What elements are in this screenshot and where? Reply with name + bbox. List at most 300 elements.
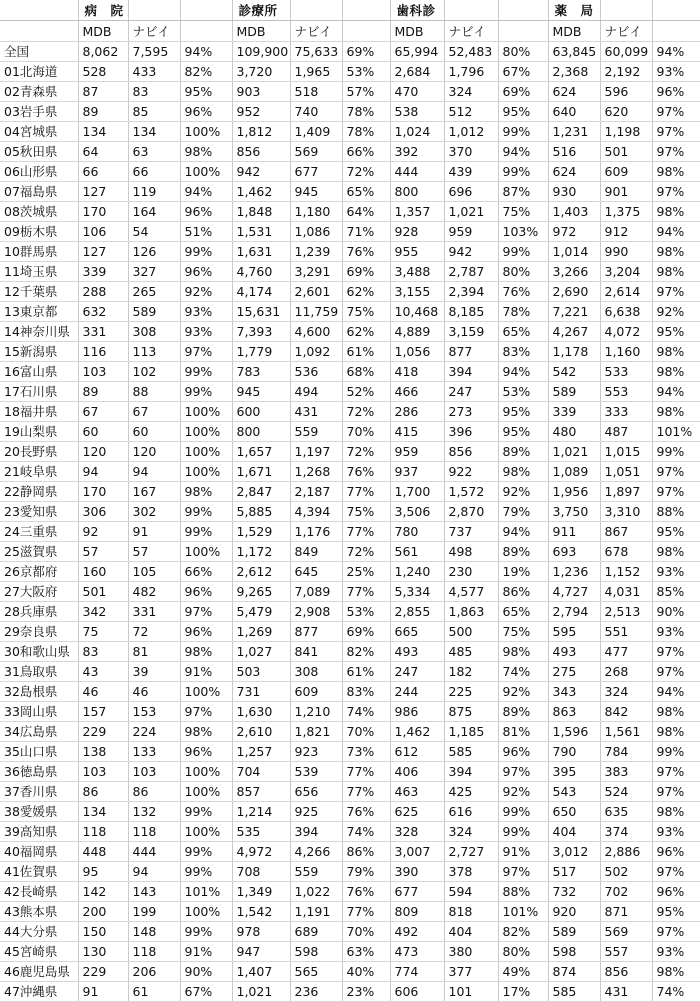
region-name-cell: 07福島県 [0,182,78,202]
hospital-mdb-cell: 120 [78,442,128,462]
region-name-cell: 14神奈川県 [0,322,78,342]
dental-mdb-cell: 1,056 [390,342,444,362]
clinic-navii-cell: 1,022 [290,882,342,902]
pharmacy-mdb-cell: 624 [548,82,600,102]
pharmacy-mdb-cell: 650 [548,802,600,822]
dental-mdb-cell: 677 [390,882,444,902]
dental-ratio-cell: 49% [498,962,548,982]
clinic-navii-cell: 559 [290,862,342,882]
hospital-ratio-cell: 67% [180,982,232,1002]
region-name-cell: 46鹿児島県 [0,962,78,982]
clinic-ratio-cell: 73% [342,742,390,762]
clinic-navii-cell: 431 [290,402,342,422]
hospital-ratio-cell: 98% [180,482,232,502]
hospital-ratio-cell: 99% [180,382,232,402]
dental-ratio-cell: 19% [498,562,548,582]
dental-mdb-cell: 986 [390,702,444,722]
dental-ratio-cell: 97% [498,762,548,782]
dental-navii-cell: 2,394 [444,282,498,302]
pharmacy-ratio-cell: 97% [652,462,700,482]
clinic-ratio-cell: 77% [342,522,390,542]
pharmacy-mdb-cell: 2,794 [548,602,600,622]
dental-mdb-cell: 286 [390,402,444,422]
pharmacy-ratio-cell: 97% [652,282,700,302]
hospital-ratio-cell: 96% [180,742,232,762]
pharmacy-ratio-cell: 93% [652,622,700,642]
hospital-ratio-cell: 100% [180,822,232,842]
dental-mdb-cell: 625 [390,802,444,822]
dental-ratio-cell: 76% [498,282,548,302]
pharmacy-mdb-cell: 1,596 [548,722,600,742]
pharmacy-ratio-cell: 98% [652,262,700,282]
hospital-navii-cell: 164 [128,202,180,222]
pharmacy-ratio-cell: 99% [652,742,700,762]
region-name-cell: 37香川県 [0,782,78,802]
hospital-mdb-cell: 342 [78,602,128,622]
hospital-mdb-cell: 106 [78,222,128,242]
region-name-cell: 35山口県 [0,742,78,762]
clinic-mdb-cell: 7,393 [232,322,290,342]
clinic-navii-cell: 740 [290,102,342,122]
pharmacy-navii-cell: 2,614 [600,282,652,302]
dental-navii-cell: 500 [444,622,498,642]
clinic-ratio-cell: 64% [342,202,390,222]
hospital-mdb-cell: 118 [78,822,128,842]
table-row [0,462,700,482]
dental-navii-cell: 1,021 [444,202,498,222]
hospital-ratio-cell: 100% [180,122,232,142]
pharmacy-ratio-cell: 96% [652,82,700,102]
clinic-navii-cell: 1,191 [290,902,342,922]
clinic-mdb-cell: 856 [232,142,290,162]
clinic-ratio-cell: 76% [342,462,390,482]
hospital-ratio-cell: 96% [180,102,232,122]
pharmacy-mdb-cell: 543 [548,782,600,802]
hospital-navii-cell: 61 [128,982,180,1002]
pharmacy-ratio-cell: 88% [652,502,700,522]
dental-mdb-cell: 1,240 [390,562,444,582]
table-row [0,482,700,502]
clinic-mdb-cell: 1,214 [232,802,290,822]
hospital-navii-cell: 132 [128,802,180,822]
table-row [0,702,700,722]
dental-navii-cell: 875 [444,702,498,722]
pharmacy-ratio-cell: 96% [652,882,700,902]
pharmacy-navii-cell: 1,897 [600,482,652,502]
pharmacy-navii-cell: 324 [600,682,652,702]
pharmacy-mdb-cell: 624 [548,162,600,182]
region-name-cell: 12千葉県 [0,282,78,302]
pharmacy-ratio-cell: 94% [652,682,700,702]
dental-navii-cell: 2,870 [444,502,498,522]
region-name-cell: 11埼玉県 [0,262,78,282]
clinic-navii-cell: 609 [290,682,342,702]
dental-navii-cell: 425 [444,782,498,802]
clinic-ratio-cell: 70% [342,722,390,742]
subheader-mdb: MDB [232,21,290,42]
hospital-mdb-cell: 89 [78,102,128,122]
pharmacy-ratio-cell: 97% [652,662,700,682]
table-row [0,242,700,262]
clinic-navii-cell: 539 [290,762,342,782]
dental-ratio-cell: 96% [498,742,548,762]
hospital-mdb-cell: 67 [78,402,128,422]
clinic-navii-cell: 518 [290,82,342,102]
dental-navii-cell: 52,483 [444,42,498,62]
dental-mdb-cell: 2,684 [390,62,444,82]
dental-mdb-cell: 466 [390,382,444,402]
pharmacy-mdb-cell: 3,750 [548,502,600,522]
pharmacy-navii-cell: 1,015 [600,442,652,462]
hospital-mdb-cell: 306 [78,502,128,522]
region-name-cell: 16富山県 [0,362,78,382]
hospital-navii-cell: 81 [128,642,180,662]
region-name-cell: 40福岡県 [0,842,78,862]
pharmacy-navii-cell: 477 [600,642,652,662]
dental-navii-cell: 818 [444,902,498,922]
hospital-navii-cell: 308 [128,322,180,342]
hospital-mdb-cell: 116 [78,342,128,362]
clinic-mdb-cell: 4,760 [232,262,290,282]
hospital-mdb-cell: 103 [78,762,128,782]
clinic-ratio-cell: 40% [342,962,390,982]
region-name-cell: 全国 [0,42,78,62]
region-name-cell: 33岡山県 [0,702,78,722]
dental-navii-cell: 273 [444,402,498,422]
dental-mdb-cell: 612 [390,742,444,762]
clinic-navii-cell: 4,266 [290,842,342,862]
pharmacy-navii-cell: 990 [600,242,652,262]
hospital-navii-cell: 7,595 [128,42,180,62]
clinic-navii-cell: 394 [290,822,342,842]
dental-navii-cell: 696 [444,182,498,202]
dental-ratio-cell: 95% [498,102,548,122]
pharmacy-navii-cell: 60,099 [600,42,652,62]
dental-ratio-cell: 80% [498,42,548,62]
pharmacy-mdb-cell: 930 [548,182,600,202]
pharmacy-navii-cell: 383 [600,762,652,782]
pharmacy-mdb-cell: 1,021 [548,442,600,462]
clinic-navii-cell: 1,176 [290,522,342,542]
hospital-mdb-cell: 150 [78,922,128,942]
hospital-navii-cell: 148 [128,922,180,942]
pharmacy-ratio-cell: 96% [652,842,700,862]
region-name-cell: 30和歌山県 [0,642,78,662]
table-row [0,382,700,402]
hospital-mdb-cell: 632 [78,302,128,322]
clinic-mdb-cell: 1,812 [232,122,290,142]
table-row [0,822,700,842]
dental-ratio-cell: 65% [498,322,548,342]
clinic-mdb-cell: 1,631 [232,242,290,262]
pharmacy-mdb-cell: 732 [548,882,600,902]
clinic-ratio-cell: 66% [342,142,390,162]
table-row [0,502,700,522]
clinic-ratio-cell: 62% [342,282,390,302]
table-row [0,162,700,182]
dental-mdb-cell: 4,889 [390,322,444,342]
hospital-ratio-cell: 100% [180,422,232,442]
clinic-ratio-cell: 83% [342,682,390,702]
pharmacy-mdb-cell: 395 [548,762,600,782]
hospital-mdb-cell: 142 [78,882,128,902]
pharmacy-mdb-cell: 63,845 [548,42,600,62]
pharmacy-navii-cell: 635 [600,802,652,822]
dental-ratio-cell: 67% [498,62,548,82]
dental-navii-cell: 439 [444,162,498,182]
dental-ratio-cell: 80% [498,942,548,962]
region-name-cell: 03岩手県 [0,102,78,122]
pharmacy-navii-cell: 6,638 [600,302,652,322]
clinic-mdb-cell: 1,657 [232,442,290,462]
dental-navii-cell: 594 [444,882,498,902]
hospital-ratio-cell: 99% [180,862,232,882]
dental-mdb-cell: 561 [390,542,444,562]
dental-ratio-cell: 82% [498,922,548,942]
hospital-navii-cell: 102 [128,362,180,382]
clinic-navii-cell: 923 [290,742,342,762]
region-name-cell: 08茨城県 [0,202,78,222]
pharmacy-ratio-cell: 92% [652,302,700,322]
clinic-mdb-cell: 1,257 [232,742,290,762]
pharmacy-mdb-cell: 863 [548,702,600,722]
pharmacy-mdb-cell: 275 [548,662,600,682]
dental-navii-cell: 225 [444,682,498,702]
hospital-navii-cell: 444 [128,842,180,862]
region-name-cell: 27大阪府 [0,582,78,602]
hospital-ratio-cell: 100% [180,762,232,782]
table-row [0,602,700,622]
clinic-mdb-cell: 2,612 [232,562,290,582]
hospital-navii-cell: 133 [128,742,180,762]
group-header-pharmacy: 薬 局 [548,0,600,21]
subheader-navii: ナビイ [444,21,498,42]
hospital-navii-cell: 88 [128,382,180,402]
dental-navii-cell: 485 [444,642,498,662]
pharmacy-navii-cell: 1,375 [600,202,652,222]
table-row [0,682,700,702]
region-name-cell: 39高知県 [0,822,78,842]
hospital-navii-cell: 83 [128,82,180,102]
table-row [0,782,700,802]
clinic-navii-cell: 565 [290,962,342,982]
dental-ratio-cell: 99% [498,242,548,262]
hospital-navii-cell: 113 [128,342,180,362]
hospital-mdb-cell: 86 [78,782,128,802]
subheader-ratio [342,21,390,42]
table-row [0,282,700,302]
table-row [0,362,700,382]
hospital-ratio-cell: 99% [180,922,232,942]
clinic-ratio-cell: 76% [342,882,390,902]
region-name-cell: 26京都府 [0,562,78,582]
pharmacy-ratio-cell: 98% [652,962,700,982]
pharmacy-navii-cell: 551 [600,622,652,642]
dental-mdb-cell: 244 [390,682,444,702]
dental-navii-cell: 877 [444,342,498,362]
pharmacy-navii-cell: 333 [600,402,652,422]
hospital-navii-cell: 66 [128,162,180,182]
pharmacy-mdb-cell: 480 [548,422,600,442]
clinic-mdb-cell: 1,531 [232,222,290,242]
hospital-mdb-cell: 127 [78,242,128,262]
pharmacy-navii-cell: 4,072 [600,322,652,342]
clinic-ratio-cell: 69% [342,42,390,62]
clinic-navii-cell: 645 [290,562,342,582]
pharmacy-navii-cell: 374 [600,822,652,842]
clinic-ratio-cell: 74% [342,822,390,842]
clinic-ratio-cell: 70% [342,422,390,442]
hospital-navii-cell: 94 [128,462,180,482]
dental-ratio-cell: 89% [498,442,548,462]
dental-navii-cell: 737 [444,522,498,542]
clinic-navii-cell: 569 [290,142,342,162]
dental-mdb-cell: 1,462 [390,722,444,742]
hospital-navii-cell: 57 [128,542,180,562]
region-name-cell: 10群馬県 [0,242,78,262]
table-row [0,62,700,82]
clinic-navii-cell: 677 [290,162,342,182]
hospital-mdb-cell: 87 [78,82,128,102]
pharmacy-navii-cell: 4,031 [600,582,652,602]
pharmacy-navii-cell: 867 [600,522,652,542]
clinic-mdb-cell: 9,265 [232,582,290,602]
table-row [0,582,700,602]
dental-mdb-cell: 3,488 [390,262,444,282]
clinic-navii-cell: 656 [290,782,342,802]
clinic-navii-cell: 841 [290,642,342,662]
dental-navii-cell: 2,727 [444,842,498,862]
clinic-ratio-cell: 69% [342,622,390,642]
pharmacy-mdb-cell: 517 [548,862,600,882]
dental-mdb-cell: 3,506 [390,502,444,522]
clinic-ratio-cell: 68% [342,362,390,382]
pharmacy-ratio-cell: 98% [652,202,700,222]
clinic-navii-cell: 1,197 [290,442,342,462]
dental-navii-cell: 101 [444,982,498,1002]
hospital-navii-cell: 199 [128,902,180,922]
hospital-mdb-cell: 89 [78,382,128,402]
table-row [0,262,700,282]
pharmacy-navii-cell: 1,561 [600,722,652,742]
clinic-navii-cell: 1,268 [290,462,342,482]
pharmacy-navii-cell: 268 [600,662,652,682]
clinic-navii-cell: 849 [290,542,342,562]
pharmacy-mdb-cell: 589 [548,382,600,402]
pharmacy-ratio-cell: 97% [652,142,700,162]
pharmacy-ratio-cell: 90% [652,602,700,622]
table-row [0,302,700,322]
clinic-mdb-cell: 2,610 [232,722,290,742]
clinic-navii-cell: 1,821 [290,722,342,742]
clinic-mdb-cell: 1,349 [232,882,290,902]
dental-navii-cell: 230 [444,562,498,582]
pharmacy-ratio-cell: 97% [652,862,700,882]
subheader-ratio [498,21,548,42]
group-header-dental: 歯科診 [390,0,444,21]
hospital-navii-cell: 118 [128,942,180,962]
pharmacy-mdb-cell: 493 [548,642,600,662]
hospital-ratio-cell: 96% [180,202,232,222]
dental-navii-cell: 585 [444,742,498,762]
subheader-mdb: MDB [390,21,444,42]
hospital-navii-cell: 327 [128,262,180,282]
clinic-ratio-cell: 86% [342,842,390,862]
clinic-mdb-cell: 1,269 [232,622,290,642]
clinic-mdb-cell: 109,900 [232,42,290,62]
pharmacy-mdb-cell: 516 [548,142,600,162]
pharmacy-ratio-cell: 97% [652,122,700,142]
pharmacy-navii-cell: 912 [600,222,652,242]
hospital-ratio-cell: 96% [180,262,232,282]
hospital-navii-cell: 331 [128,602,180,622]
pharmacy-mdb-cell: 911 [548,522,600,542]
pharmacy-ratio-cell: 99% [652,442,700,462]
dental-navii-cell: 616 [444,802,498,822]
dental-mdb-cell: 665 [390,622,444,642]
dental-ratio-cell: 103% [498,222,548,242]
hospital-ratio-cell: 100% [180,402,232,422]
dental-navii-cell: 247 [444,382,498,402]
hospital-navii-cell: 67 [128,402,180,422]
clinic-mdb-cell: 503 [232,662,290,682]
dental-ratio-cell: 101% [498,902,548,922]
pharmacy-ratio-cell: 85% [652,582,700,602]
dental-mdb-cell: 392 [390,142,444,162]
pharmacy-mdb-cell: 1,089 [548,462,600,482]
hospital-mdb-cell: 83 [78,642,128,662]
hospital-navii-cell: 94 [128,862,180,882]
hospital-mdb-cell: 8,062 [78,42,128,62]
dental-ratio-cell: 83% [498,342,548,362]
pharmacy-navii-cell: 856 [600,962,652,982]
table-row [0,442,700,462]
clinic-ratio-cell: 72% [342,542,390,562]
pharmacy-navii-cell: 1,051 [600,462,652,482]
clinic-mdb-cell: 5,885 [232,502,290,522]
pharmacy-ratio-cell: 93% [652,942,700,962]
clinic-ratio-cell: 79% [342,862,390,882]
clinic-navii-cell: 2,601 [290,282,342,302]
table-row [0,422,700,442]
dental-ratio-cell: 53% [498,382,548,402]
hospital-navii-cell: 134 [128,122,180,142]
dental-ratio-cell: 98% [498,642,548,662]
hospital-navii-cell: 143 [128,882,180,902]
pharmacy-ratio-cell: 98% [652,162,700,182]
pharmacy-navii-cell: 784 [600,742,652,762]
region-name-cell: 05秋田県 [0,142,78,162]
hospital-mdb-cell: 75 [78,622,128,642]
dental-ratio-cell: 94% [498,522,548,542]
region-name-cell: 23愛知県 [0,502,78,522]
dental-mdb-cell: 955 [390,242,444,262]
dental-navii-cell: 959 [444,222,498,242]
table-row [0,202,700,222]
clinic-mdb-cell: 1,630 [232,702,290,722]
dental-ratio-cell: 95% [498,402,548,422]
hospital-navii-cell: 167 [128,482,180,502]
region-name-cell: 17石川県 [0,382,78,402]
group-header-clinic: 診療所 [232,0,290,21]
clinic-mdb-cell: 1,848 [232,202,290,222]
hospital-ratio-cell: 99% [180,502,232,522]
hospital-ratio-cell: 99% [180,802,232,822]
hospital-ratio-cell: 91% [180,662,232,682]
pharmacy-mdb-cell: 585 [548,982,600,1002]
dental-ratio-cell: 98% [498,462,548,482]
dental-ratio-cell: 74% [498,662,548,682]
